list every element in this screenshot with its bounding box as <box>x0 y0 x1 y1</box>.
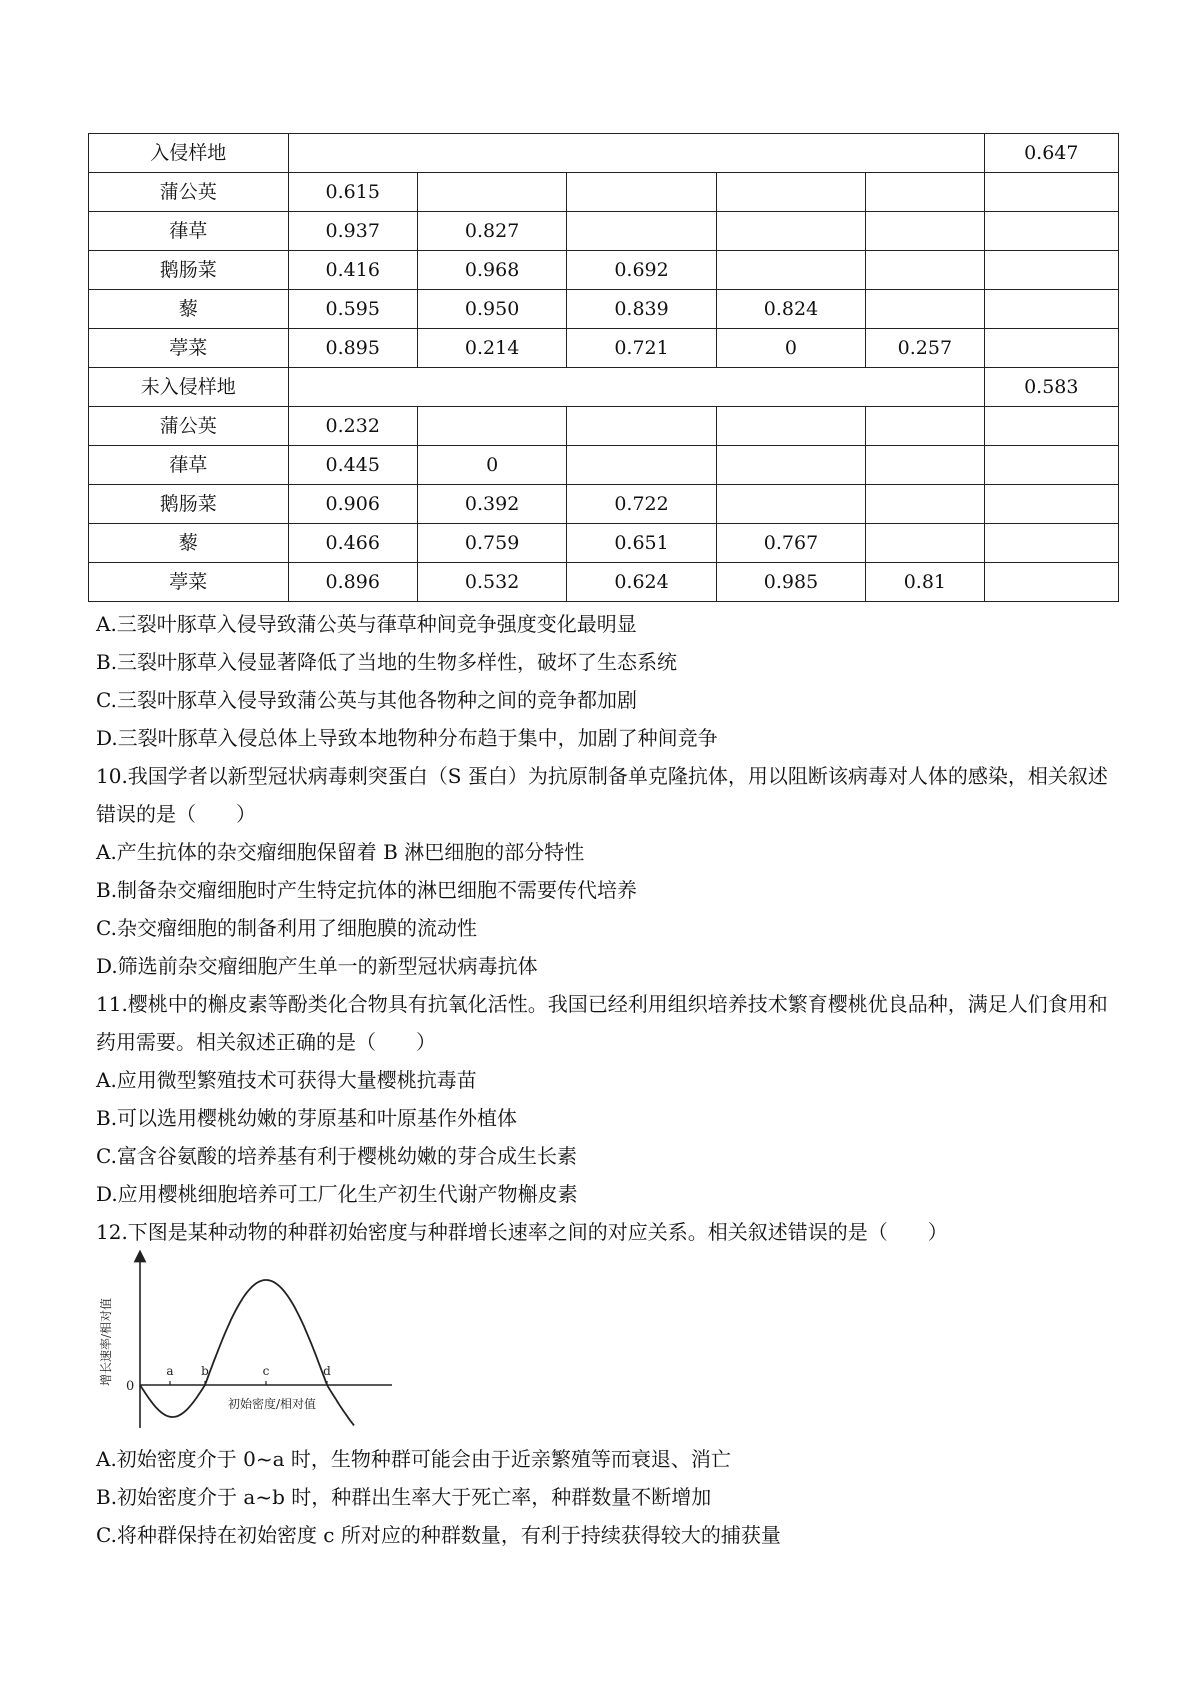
species-name: 蒲公英 <box>89 407 289 446</box>
point-label-c: c <box>262 1364 270 1378</box>
table-cell <box>866 212 984 251</box>
q10-option-c: C.杂交瘤细胞的制备利用了细胞膜的流动性 <box>96 916 477 940</box>
table-row <box>89 173 1119 212</box>
point-label-d: d <box>323 1364 331 1378</box>
table-cell <box>984 173 1118 212</box>
q11-option-c: C.富含谷氨酸的培养基有利于樱桃幼嫩的芽合成生长素 <box>96 1144 577 1168</box>
table-cell: 0.937 <box>288 212 417 251</box>
table-cell <box>716 251 865 290</box>
table-cell: 0.906 <box>288 485 417 524</box>
species-name: 葶菜 <box>89 329 289 368</box>
q11-option-b: B.可以选用樱桃幼嫩的芽原基和叶原基作外植体 <box>96 1106 518 1130</box>
table-cell: 0.651 <box>567 524 716 563</box>
species-name: 蒲公英 <box>89 173 289 212</box>
species-name: 葶菜 <box>89 563 289 602</box>
table-cell <box>866 251 984 290</box>
table-cell: 0.466 <box>288 524 417 563</box>
growth-rate-chart <box>92 1250 412 1432</box>
table-cell: 0.895 <box>288 329 417 368</box>
table-cell: 0.839 <box>567 290 716 329</box>
q12-option-a: A.初始密度介于 0~a 时，生物种群可能会由于近亲繁殖等而衰退、消亡 <box>96 1447 731 1471</box>
q12-option-c: C.将种群保持在初始密度 c 所对应的种群数量，有利于持续获得较大的捕获量 <box>96 1523 781 1547</box>
table-cell: 0.722 <box>567 485 716 524</box>
q10-option-d: D.筛选前杂交瘤细胞产生单一的新型冠状病毒抗体 <box>96 954 538 978</box>
q11-option-a: A.应用微型繁殖技术可获得大量樱桃抗毒苗 <box>96 1068 477 1092</box>
table-cell: 0 <box>417 446 566 485</box>
table-row <box>89 251 1119 290</box>
table-row <box>89 524 1119 563</box>
table-cell: 0.624 <box>567 563 716 602</box>
table-row <box>89 563 1119 602</box>
table-cell <box>866 485 984 524</box>
table-cell: 0.81 <box>866 563 984 602</box>
table-cell: 0.232 <box>288 407 417 446</box>
table-cell <box>417 173 566 212</box>
table-cell <box>567 407 716 446</box>
table-cell: 0.968 <box>417 251 566 290</box>
point-label-a: a <box>166 1364 174 1378</box>
table-cell <box>984 212 1118 251</box>
table-cell <box>984 329 1118 368</box>
origin-label: 0 <box>126 1379 135 1394</box>
table-cell <box>984 524 1118 563</box>
empty-cell <box>288 134 984 173</box>
table-cell <box>716 173 865 212</box>
table-cell: 0.532 <box>417 563 566 602</box>
table-cell: 0.392 <box>417 485 566 524</box>
table-cell: 0.214 <box>417 329 566 368</box>
table-row <box>89 290 1119 329</box>
table-row <box>89 407 1119 446</box>
q9-option-d: D.三裂叶豚草入侵总体上导致本地物种分布趋于集中，加剧了种间竞争 <box>96 726 718 750</box>
table-cell <box>567 446 716 485</box>
table-cell <box>716 212 865 251</box>
table-cell <box>716 485 865 524</box>
table-cell: 0.595 <box>288 290 417 329</box>
section-value: 0.647 <box>984 134 1118 173</box>
table-cell: 0.896 <box>288 563 417 602</box>
q12-stem: 12.下图是某种动物的种群初始密度与种群增长速率之间的对应关系。相关叙述错误的是（ ） <box>96 1220 948 1244</box>
table-cell <box>984 251 1118 290</box>
empty-cell <box>288 368 984 407</box>
table-cell: 0.950 <box>417 290 566 329</box>
species-name: 葎草 <box>89 446 289 485</box>
species-name: 藜 <box>89 290 289 329</box>
table-cell: 0.615 <box>288 173 417 212</box>
table-cell: 0.692 <box>567 251 716 290</box>
table-cell: 0.257 <box>866 329 984 368</box>
q10-option-a: A.产生抗体的杂交瘤细胞保留着 B 淋巴细胞的部分特性 <box>96 840 585 864</box>
q9-option-b: B.三裂叶豚草入侵显著降低了当地的生物多样性，破坏了生态系统 <box>96 650 678 674</box>
q10-stem: 10.我国学者以新型冠状病毒刺突蛋白（S 蛋白）为抗原制备单克隆抗体，用以阻断该病毒对人体的感染，相关叙述错误的是（ ） <box>96 764 1108 826</box>
q9-option-c: C.三裂叶豚草入侵导致蒲公英与其他各物种之间的竞争都加剧 <box>96 688 637 712</box>
table-cell <box>567 212 716 251</box>
species-name: 鹅肠菜 <box>89 251 289 290</box>
table-cell <box>984 446 1118 485</box>
point-marks <box>166 1364 331 1385</box>
table-row <box>89 212 1119 251</box>
section-label: 入侵样地 <box>89 134 289 173</box>
table-cell <box>866 407 984 446</box>
table-cell <box>984 290 1118 329</box>
table-cell: 0.824 <box>716 290 865 329</box>
table-cell <box>567 173 716 212</box>
q11-option-d: D.应用樱桃细胞培养可工厂化生产初生代谢产物槲皮素 <box>96 1182 578 1206</box>
table-cell: 0.827 <box>417 212 566 251</box>
y-axis-label: 增长速率/相对值 <box>99 1297 113 1387</box>
table-cell <box>866 446 984 485</box>
table-row <box>89 368 1119 407</box>
species-name: 藜 <box>89 524 289 563</box>
table-cell <box>417 407 566 446</box>
table-cell <box>984 485 1118 524</box>
table-cell <box>866 290 984 329</box>
table-cell <box>866 173 984 212</box>
section-value: 0.583 <box>984 368 1118 407</box>
q12-options <box>96 1440 1120 1554</box>
table-row <box>89 446 1119 485</box>
table-cell: 0.985 <box>716 563 865 602</box>
table-cell: 0.416 <box>288 251 417 290</box>
table-cell: 0.445 <box>288 446 417 485</box>
species-name: 鹅肠菜 <box>89 485 289 524</box>
x-axis-label: 初始密度/相对值 <box>227 1397 317 1411</box>
point-label-b: b <box>201 1364 209 1378</box>
q11-stem: 11.樱桃中的槲皮素等酚类化合物具有抗氧化活性。我国已经利用组织培养技术繁育樱桃优良品种，满足人们食用和药用需要。相关叙述正确的是（ ） <box>96 992 1108 1054</box>
table-cell <box>716 446 865 485</box>
table-cell: 0.721 <box>567 329 716 368</box>
table-cell <box>984 407 1118 446</box>
questions-block <box>96 605 1120 1251</box>
section-label: 未入侵样地 <box>89 368 289 407</box>
q10-option-b: B.制备杂交瘤细胞时产生特定抗体的淋巴细胞不需要传代培养 <box>96 878 638 902</box>
table-row <box>89 329 1119 368</box>
table-cell <box>866 524 984 563</box>
table-cell: 0.767 <box>716 524 865 563</box>
table-cell: 0 <box>716 329 865 368</box>
table-row <box>89 485 1119 524</box>
table-cell <box>716 407 865 446</box>
table-cell: 0.759 <box>417 524 566 563</box>
q12-option-b: B.初始密度介于 a~b 时，种群出生率大于死亡率，种群数量不断增加 <box>96 1485 712 1509</box>
competition-table <box>88 133 1119 602</box>
table-row <box>89 134 1119 173</box>
species-name: 葎草 <box>89 212 289 251</box>
q9-option-a: A.三裂叶豚草入侵导致蒲公英与葎草种间竞争强度变化最明显 <box>96 612 637 636</box>
table-cell <box>984 563 1118 602</box>
